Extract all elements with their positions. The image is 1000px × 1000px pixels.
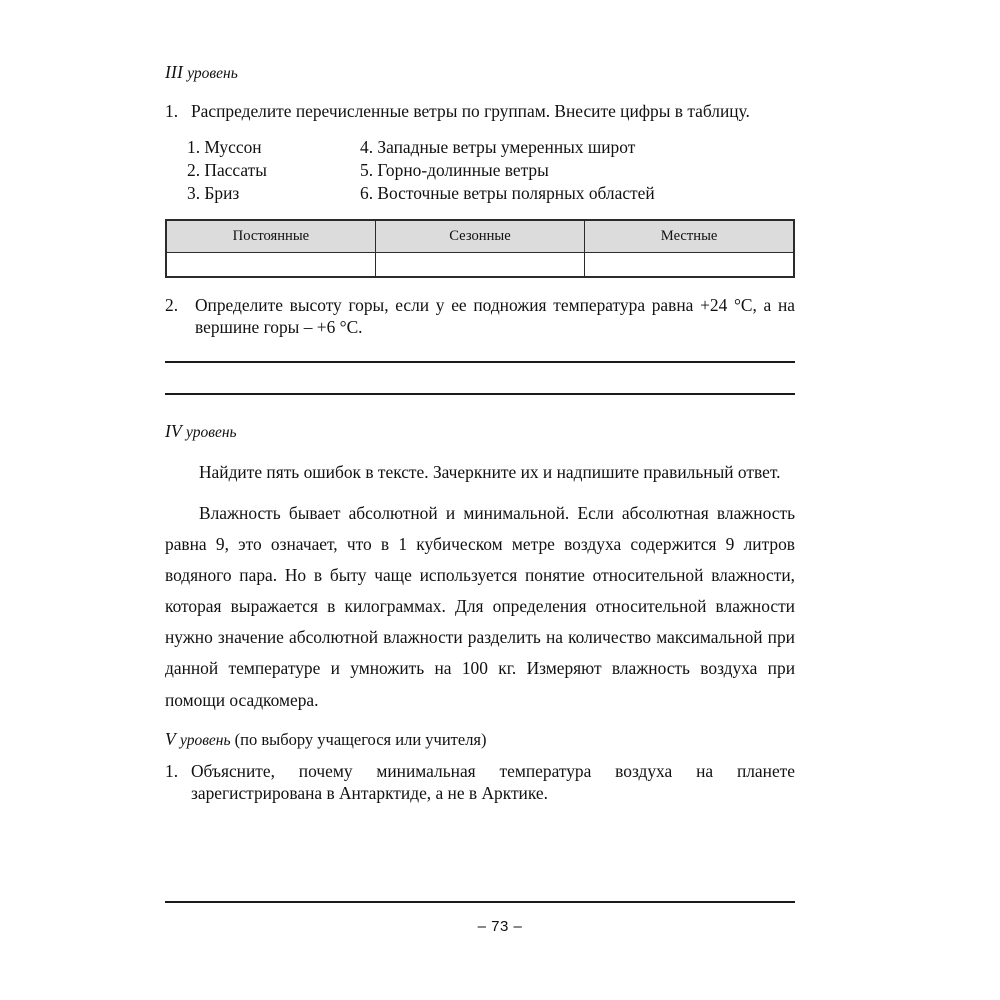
wind-label: Бриз <box>204 183 240 204</box>
spacer <box>165 484 795 498</box>
level-5-task-1 <box>165 760 795 805</box>
wind-marker: 5. <box>360 160 374 180</box>
page-content <box>165 62 795 805</box>
wind-marker: 1. <box>187 136 201 157</box>
wind-marker: 2. <box>187 160 201 180</box>
spacer <box>165 363 795 393</box>
spacer <box>165 395 795 421</box>
heading-level-5 <box>165 729 795 750</box>
footer-divider <box>165 901 795 903</box>
level-3-word: уровень <box>187 65 238 82</box>
level-4-instruction: Найдите пять ошибок в тексте. Зачеркните их и надпишите правильный ответ. <box>199 462 781 483</box>
level-3-task-2 <box>165 294 795 339</box>
level-3-roman-numeral: III <box>165 62 184 82</box>
list-item <box>187 159 360 182</box>
list-item <box>187 136 360 159</box>
table-header-cell: Местные <box>585 220 794 253</box>
spacer <box>165 83 795 100</box>
list-item <box>360 136 795 159</box>
wind-label: Муссон <box>204 136 262 157</box>
level-5-word: уровень <box>180 731 231 749</box>
level-3-task-1-text: Распределите перечисленные ветры по группам. Внесите цифры в таблицу. <box>191 100 750 121</box>
wind-marker: 6. <box>360 183 374 204</box>
list-item <box>187 182 360 205</box>
level-4-word: уровень <box>186 424 237 442</box>
level-3-task-2-text: Определите высоту горы, если у ее подножия температура равна +24 °С, а на вершине горы – +6 °С. <box>195 294 795 338</box>
list-item <box>360 182 795 205</box>
spacer <box>165 716 795 729</box>
table-header-cell: Постоянные <box>166 220 375 253</box>
answer-cell-postoyannye[interactable] <box>166 252 375 277</box>
wind-marker: 3. <box>187 183 201 204</box>
level-3-task-2-marker: 2. <box>165 294 179 315</box>
level-5-task-1-marker: 1. <box>165 760 179 781</box>
spacer <box>165 206 795 219</box>
level-3-task-1 <box>165 100 795 123</box>
level-3-task-1-marker: 1. <box>165 100 179 121</box>
answer-cell-mestnye[interactable] <box>585 252 794 277</box>
wind-groups-table <box>165 219 795 278</box>
answer-cell-sezonnye[interactable] <box>375 252 584 277</box>
wind-marker: 4. <box>360 136 374 157</box>
table-header-cell: Сезонные <box>375 220 584 253</box>
wind-label: Горно-долинные ветры <box>377 160 549 180</box>
level-5-note: (по выбору учащегося или учителя) <box>234 729 487 749</box>
wind-label: Восточные ветры полярных областей <box>377 183 655 204</box>
list-item <box>360 159 795 182</box>
level-4-error-text-paragraph: Влажность бывает абсолютной и минимальной. Если абсолютная влажность равна 9, это означает, что в 1 кубическом метре воздуха содержится 9 литров водяного пара. Но в быту чаще используется понятие относительной влажности, которая выражается в килограммах. Для определения относительной влажности нужно значение абсолютной влажности разделить на количество максимальной при данной температуре и умножить на 100 кг. Измеряют влажность воздуха при помощи осадкомера. <box>165 502 795 710</box>
spacer <box>165 750 795 760</box>
table-row <box>166 252 794 277</box>
heading-level-3 <box>165 62 795 83</box>
page-number: – 73 – <box>477 918 523 935</box>
heading-level-4 <box>165 421 795 442</box>
level-4-roman-numeral: IV <box>165 421 182 442</box>
wind-label: Пассаты <box>204 160 267 180</box>
wind-label: Западные ветры умеренных широт <box>377 136 636 157</box>
table-header-row <box>166 220 794 253</box>
spacer <box>165 442 795 461</box>
wind-options-list <box>187 136 795 206</box>
spacer <box>165 339 795 361</box>
spacer <box>165 123 795 136</box>
level-5-roman-numeral: V <box>165 728 176 749</box>
spacer <box>165 278 795 294</box>
level-5-task-1-text: Объясните, почему минимальная температура воздуха на планете зарегистрирована в Антарктиде, а не в Арктике. <box>191 760 795 804</box>
